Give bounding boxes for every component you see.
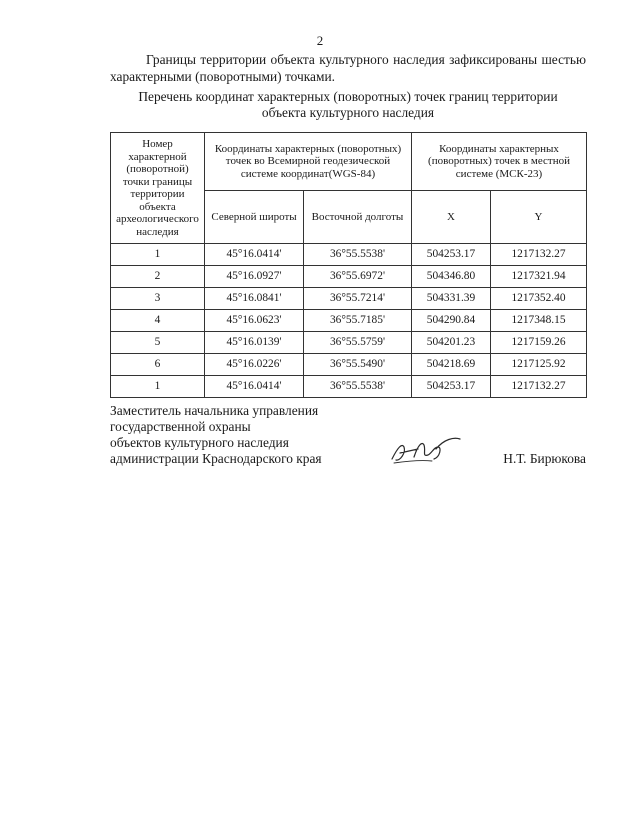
header-y: Y — [491, 191, 587, 244]
table-row — [111, 376, 587, 398]
intro-paragraph: Границы территории объекта культурного наследия зафиксированы шестью характерными (поворотными) точками. — [110, 52, 586, 84]
list-title-line-1: Перечень координат характерных (поворотных) точек границ территории — [138, 89, 558, 104]
table-row — [111, 310, 587, 332]
cell-longitude: 36°55.5538' — [304, 376, 412, 398]
page-number: 2 — [316, 33, 324, 48]
cell-x: 504201.23 — [412, 332, 491, 354]
list-title-line-2: объекта культурного наследия — [261, 105, 435, 120]
cell-y: 1217132.27 — [491, 244, 587, 266]
table-row — [111, 288, 587, 310]
cell-point: 6 — [111, 354, 205, 376]
header-point-number: Номер характерной (поворотной) точки границы территории объекта археологического наследия — [111, 133, 205, 244]
signer-position-line: государственной охраны — [110, 419, 251, 434]
cell-x: 504253.17 — [412, 376, 491, 398]
cell-longitude: 36°55.5759' — [304, 332, 412, 354]
cell-point: 3 — [111, 288, 205, 310]
cell-longitude: 36°55.5538' — [304, 244, 412, 266]
cell-point: 1 — [111, 244, 205, 266]
header-wgs84-group: Координаты характерных (поворотных) точек во Всемирной геодезической системе координат(WGS-84) — [205, 133, 412, 191]
cell-latitude: 45°16.0414' — [205, 376, 304, 398]
cell-longitude: 36°55.6972' — [304, 266, 412, 288]
table-row — [111, 354, 587, 376]
coordinates-list-title — [110, 89, 586, 121]
cell-y: 1217348.15 — [491, 310, 587, 332]
cell-x: 504253.17 — [412, 244, 491, 266]
cell-point: 4 — [111, 310, 205, 332]
cell-latitude: 45°16.0623' — [205, 310, 304, 332]
cell-longitude: 36°55.7214' — [304, 288, 412, 310]
signer-position-line: Заместитель начальника управления — [110, 403, 319, 418]
cell-y: 1217321.94 — [491, 266, 587, 288]
header-msk23-group: Координаты характерных (поворотных) точек в местной системе (МСК-23) — [412, 133, 587, 191]
signer-position-line: администрации Краснодарского края — [110, 451, 322, 466]
cell-longitude: 36°55.5490' — [304, 354, 412, 376]
cell-y: 1217125.92 — [491, 354, 587, 376]
cell-y: 1217352.40 — [491, 288, 587, 310]
cell-longitude: 36°55.7185' — [304, 310, 412, 332]
table-row — [111, 266, 587, 288]
cell-x: 504331.39 — [412, 288, 491, 310]
header-north-latitude: Северной широты — [205, 191, 304, 244]
coordinates-table — [110, 132, 587, 398]
cell-point: 5 — [111, 332, 205, 354]
cell-y: 1217159.26 — [491, 332, 587, 354]
cell-y: 1217132.27 — [491, 376, 587, 398]
cell-latitude: 45°16.0139' — [205, 332, 304, 354]
signer-position-line: объектов культурного наследия — [110, 435, 289, 450]
coordinates-table-body — [111, 244, 587, 398]
table-row — [111, 332, 587, 354]
cell-x: 504218.69 — [412, 354, 491, 376]
cell-point: 1 — [111, 376, 205, 398]
cell-latitude: 45°16.0414' — [205, 244, 304, 266]
signer-name: Н.Т. Бирюкова — [503, 451, 586, 466]
signature-block — [110, 403, 586, 483]
cell-x: 504346.80 — [412, 266, 491, 288]
header-east-longitude: Восточной долготы — [304, 191, 412, 244]
cell-point: 2 — [111, 266, 205, 288]
cell-latitude: 45°16.0927' — [205, 266, 304, 288]
cell-latitude: 45°16.0226' — [205, 354, 304, 376]
header-x: X — [412, 191, 491, 244]
cell-x: 504290.84 — [412, 310, 491, 332]
handwritten-signature — [388, 433, 464, 469]
table-row — [111, 244, 587, 266]
cell-latitude: 45°16.0841' — [205, 288, 304, 310]
